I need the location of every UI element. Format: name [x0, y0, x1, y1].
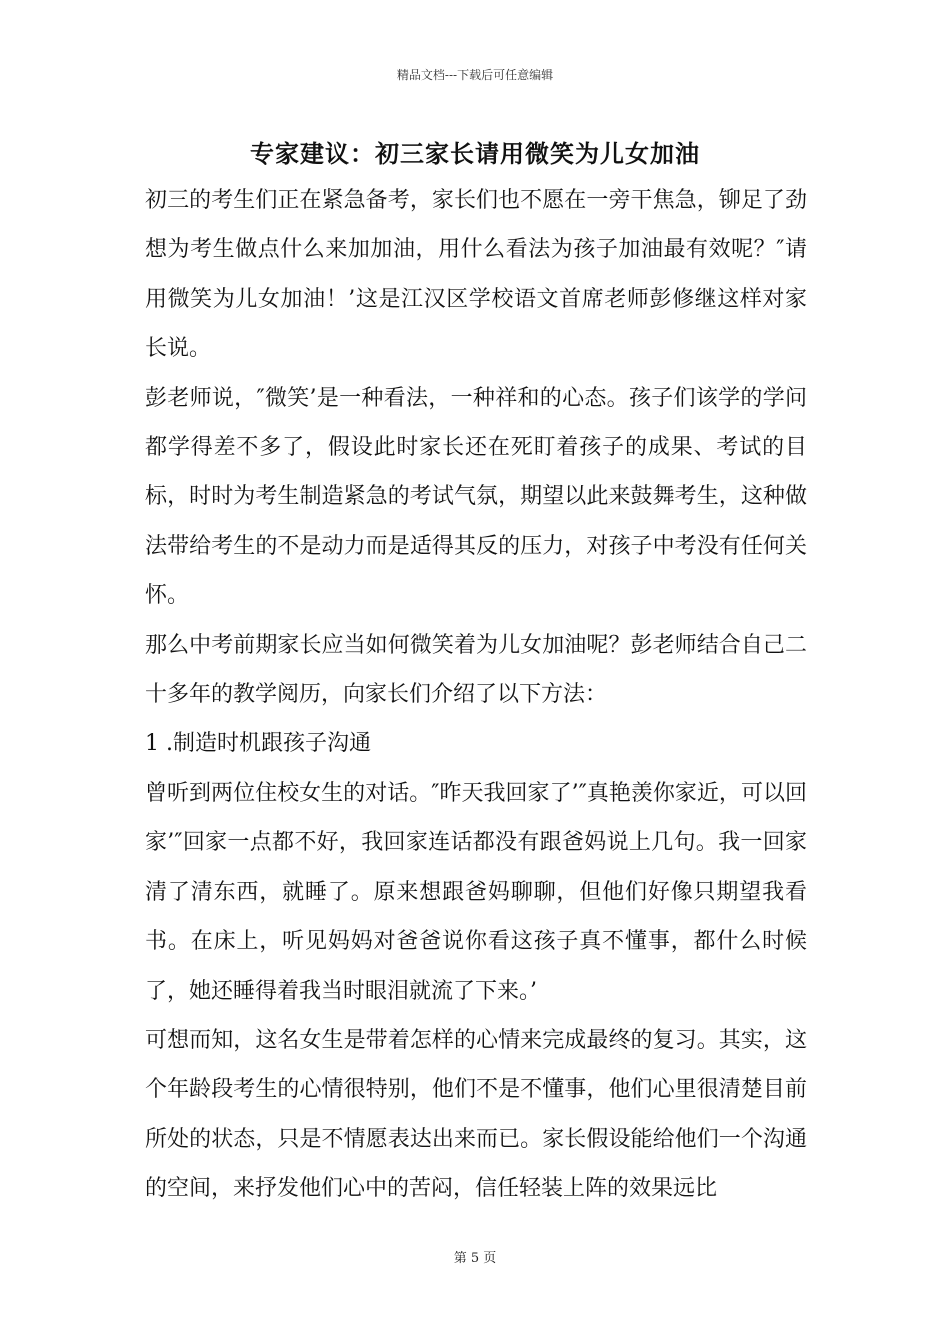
- header-note: 精品文档---下载后可任意编辑: [396, 68, 554, 82]
- article-body: [145, 176, 807, 1214]
- page-number: 第 5 页: [453, 1251, 497, 1266]
- section-heading-1: 1 .制造时机跟孩子沟通: [145, 731, 371, 757]
- paragraph-dialogue: 曾听到两位住校女生的对话。″昨天我回家了’″真艳羡你家近，可以回家’″回家一点都不好，我回家连话都没有跟爸妈说上几句。我一回家清了清东西，就睡了。原来想跟爸妈聊聊，但他们好像只期望我看书。在床上，听见妈妈对爸爸说你看这孩子真不懂事，都什么时候了，她还睡得着我当时眼泪就流了下来。’: [145, 780, 807, 1004]
- paragraph-intro: 初三的考生们正在紧急备考，家长们也不愿在一旁干焦急，铆足了劲想为考生做点什么来加加油，用什么看法为孩子加油最有效呢？″请用微笑为儿女加油！’这是江汉区学校语文首席老师彭修继这样对家长说。: [145, 188, 807, 362]
- paragraph-analysis: 可想而知，这名女生是带着怎样的心情来完成最终的复习。其实，这个年龄段考生的心情很特别，他们不是不懂事，他们心里很清楚目前所处的状态，只是不情愿表达出来而已。家长假设能给他们一个沟通的空间，来抒发他们心中的苦闷，信任轻装上阵的效果远比: [145, 1027, 807, 1202]
- paragraph-methods-lead: 那么中考前期家长应当如何微笑着为儿女加油呢？彭老师结合自己二十多年的教学阅历，向家长们介绍了以下方法：: [145, 632, 807, 708]
- paragraph-teacher-view: 彭老师说，″微笑’是一种看法，一种祥和的心态。孩子们该学的学问都学得差不多了，假设此时家长还在死盯着孩子的成果、考试的目标，时时为考生制造紧急的考试气氛，期望以此来鼓舞考生，这种做法带给考生的不是动力而是适得其反的压力，对孩子中考没有任何关怀。: [145, 385, 807, 609]
- page-title: 专家建议：初三家长请用微笑为儿女加油: [250, 139, 700, 168]
